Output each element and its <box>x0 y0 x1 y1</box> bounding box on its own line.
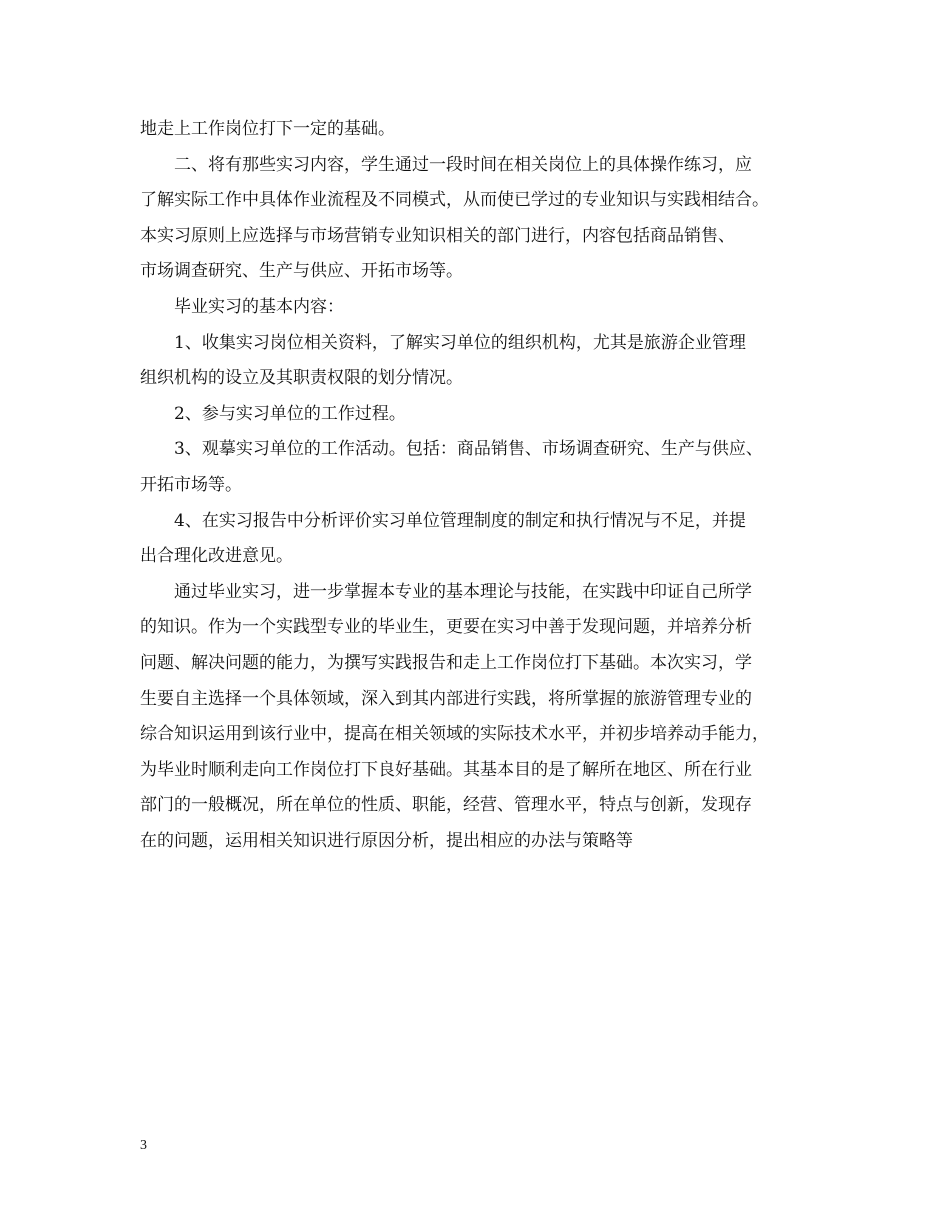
text-line: 1、收集实习岗位相关资料，了解实习单位的组织机构，尤其是旅游企业管理 <box>174 332 746 353</box>
text-line: 为毕业时顺利走向工作岗位打下良好基础。其基本目的是了解所在地区、所在行业 <box>140 759 752 780</box>
text-line: 2、参与实习单位的工作过程。 <box>174 403 406 424</box>
text-line: 了解实际工作中具体作业流程及不同模式，从而使已学过的专业知识与实践相结合。 <box>140 190 769 211</box>
text-line: 的知识。作为一个实践型专业的毕业生，更要在实习中善于发现问题，并培养分析 <box>140 617 752 638</box>
text-line: 4、在实习报告中分析评价实习单位管理制度的制定和执行情况与不足，并提 <box>174 510 746 531</box>
text-line: 二、将有那些实习内容，学生通过一段时间在相关岗位上的具体操作练习，应 <box>174 154 752 175</box>
page-number: 3 <box>140 1138 147 1153</box>
text-line: 本实习原则上应选择与市场营销专业知识相关的部门进行，内容包括商品销售、 <box>140 225 735 246</box>
text-line: 通过毕业实习，进一步掌握本专业的基本理论与技能，在实践中印证自己所学 <box>174 581 752 602</box>
text-line: 3、观摹实习单位的工作活动。包括：商品销售、市场调查研究、生产与供应、 <box>174 439 763 460</box>
text-line: 地走上工作岗位打下一定的基础。 <box>140 119 395 139</box>
document-body <box>140 112 820 859</box>
text-line: 部门的一般概况，所在单位的性质、职能，经营、管理水平，特点与创新，发现存 <box>140 795 752 816</box>
text-line: 出合理化改进意见。 <box>140 546 293 567</box>
text-line: 综合知识运用到该行业中，提高在相关领域的实际技术水平，并初步培养动手能力， <box>140 724 769 745</box>
text-line: 问题、解决问题的能力，为撰写实践报告和走上工作岗位打下基础。本次实习，学 <box>140 652 752 673</box>
text-line: 毕业实习的基本内容： <box>174 296 344 317</box>
text-line: 开拓市场等。 <box>140 474 242 495</box>
text-line: 生要自主选择一个具体领域，深入到其内部进行实践，将所掌握的旅游管理专业的 <box>140 688 752 709</box>
text-line: 在的问题，运用相关知识进行原因分析，提出相应的办法与策略等 <box>140 830 633 851</box>
text-line: 市场调查研究、生产与供应、开拓市场等。 <box>140 261 463 282</box>
text-line: 组织机构的设立及其职责权限的划分情况。 <box>140 368 463 389</box>
